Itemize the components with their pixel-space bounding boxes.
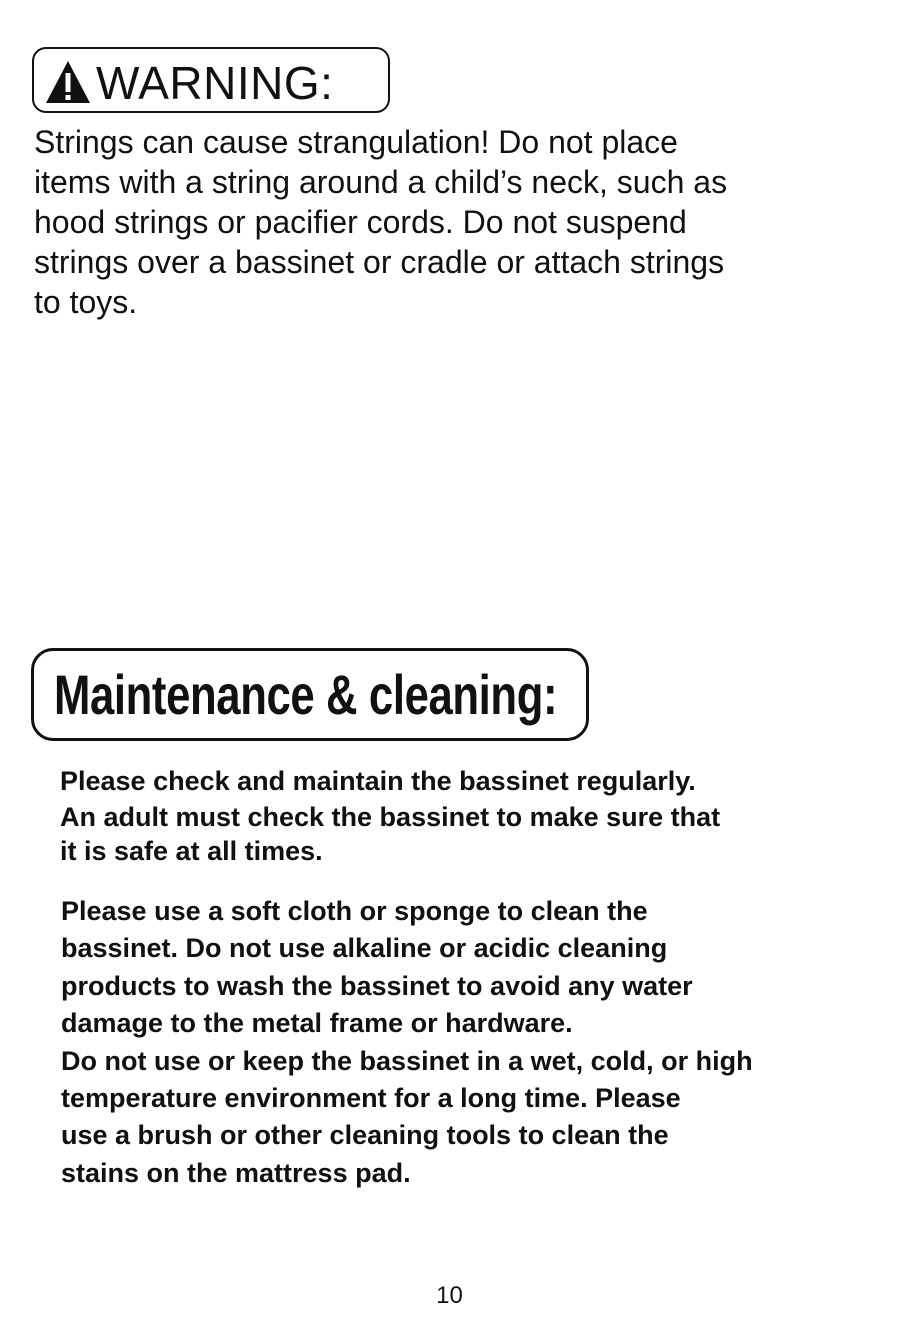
- maintenance-title: Maintenance & cleaning:: [54, 662, 558, 726]
- warning-triangle-icon: [44, 59, 92, 105]
- warning-header-box: [32, 47, 390, 113]
- warning-line: hood strings or pacifier cords. Do not suspend: [34, 204, 687, 240]
- paragraph-line: stains on the mattress pad.: [61, 1157, 411, 1188]
- paragraph-line: An adult must check the bassinet to make sure that: [60, 802, 721, 832]
- warning-line: to toys.: [34, 284, 138, 320]
- warning-line: strings over a bassinet or cradle or attach strings: [34, 244, 725, 280]
- maintenance-paragraph-2: [61, 893, 753, 1192]
- paragraph-line: Please use a soft cloth or sponge to clean the: [61, 896, 648, 926]
- warning-line: items with a string around a child’s neck, such as: [34, 164, 728, 200]
- warning-line: Strings can cause strangulation! Do not place: [34, 124, 678, 160]
- warning-body: [34, 122, 874, 322]
- paragraph-line: use a brush or other cleaning tools to clean the: [61, 1120, 669, 1151]
- paragraph-line: damage to the metal frame or hardware.: [61, 1008, 573, 1039]
- page-number: 10: [436, 1282, 463, 1309]
- paragraph-line: bassinet. Do not use alkaline or acidic cleaning: [61, 933, 668, 964]
- paragraph-line: temperature environment for a long time. Please: [61, 1083, 681, 1114]
- paragraph-line: products to wash the bassinet to avoid any water: [61, 970, 693, 1001]
- paragraph-line: Please check and maintain the bassinet regularly.: [60, 766, 696, 796]
- paragraph-line: it is safe at all times.: [60, 836, 323, 866]
- warning-title: WARNING:: [96, 57, 334, 109]
- maintenance-paragraph-1: [60, 763, 720, 866]
- maintenance-header-box: [31, 648, 589, 741]
- paragraph-line: Do not use or keep the bassinet in a wet, cold, or high: [61, 1045, 753, 1076]
